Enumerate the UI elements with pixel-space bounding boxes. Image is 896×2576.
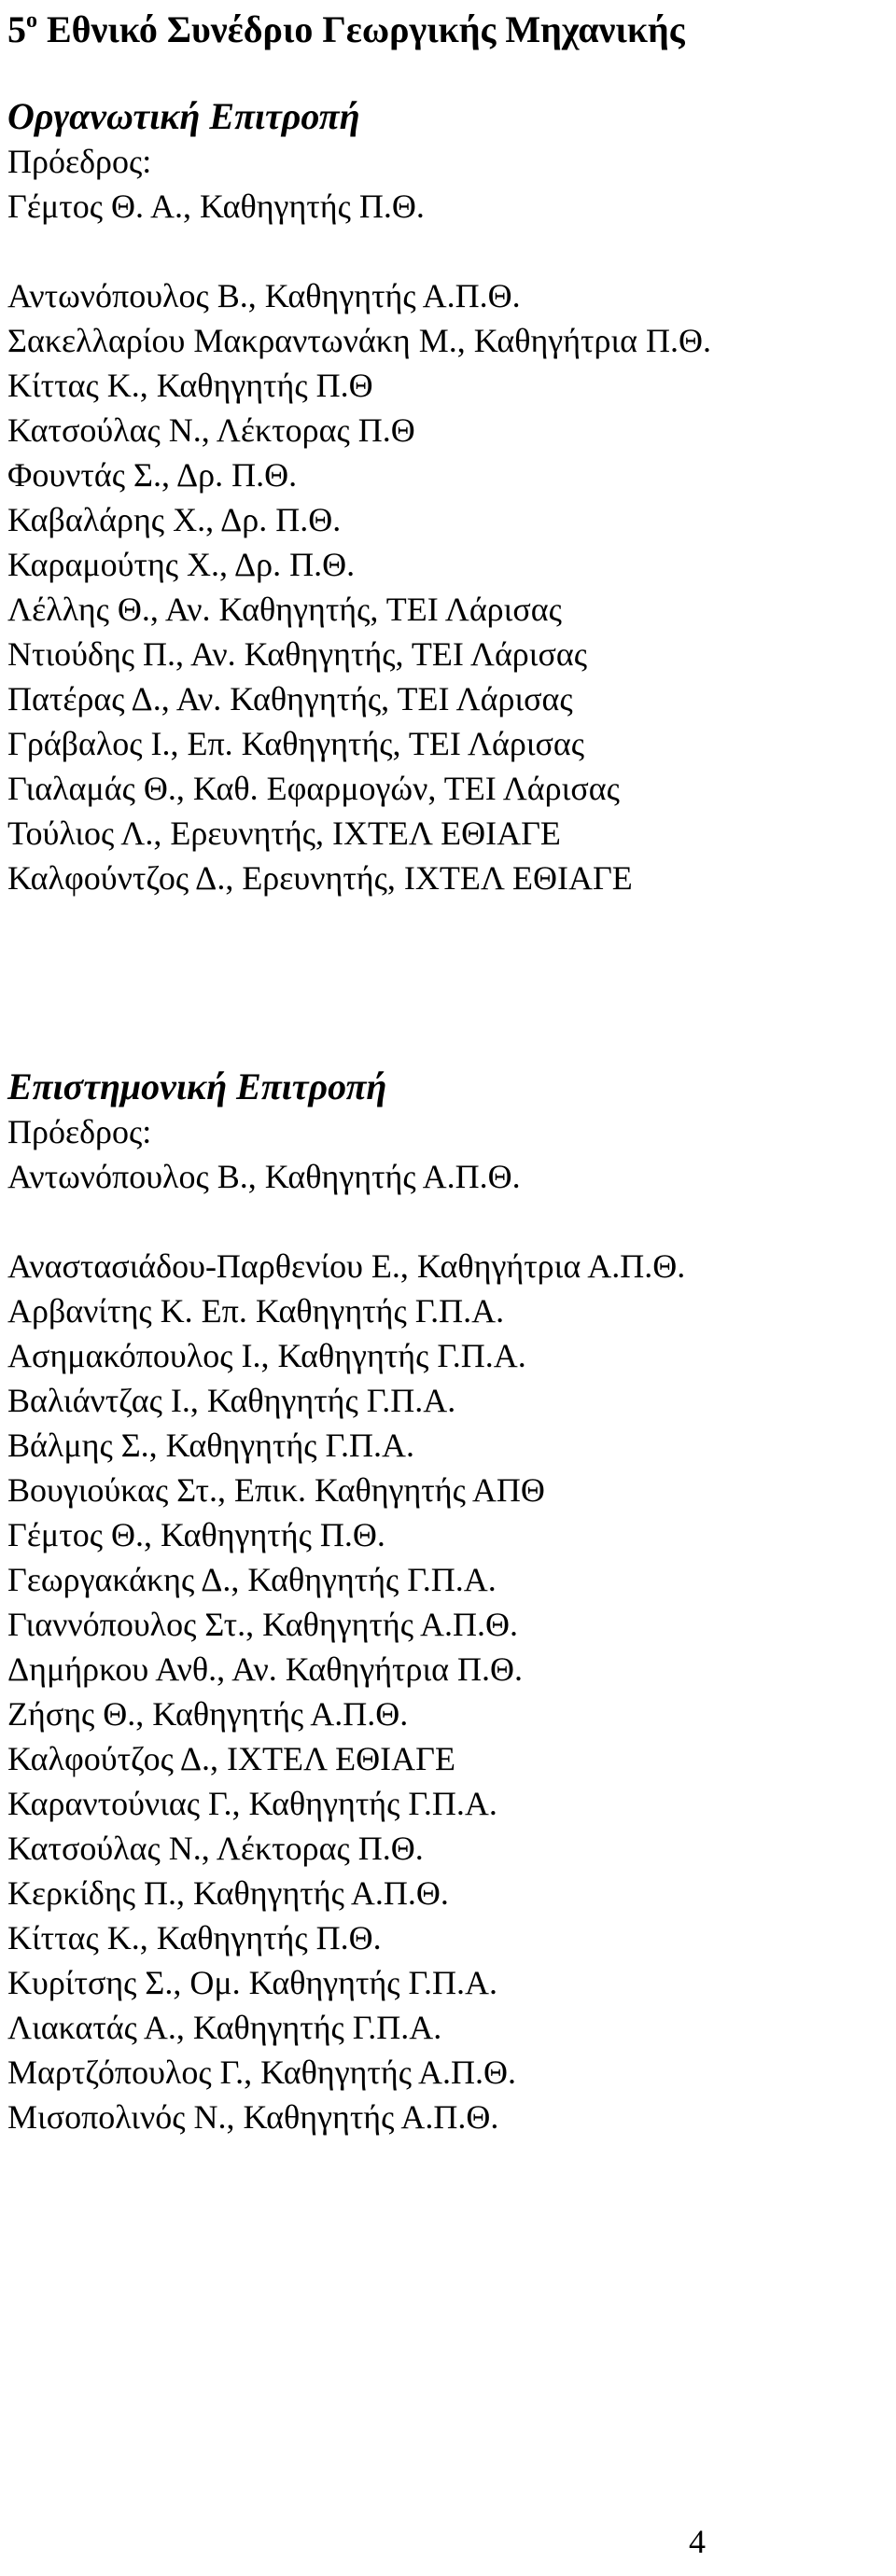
member-entry: Καραμούτης Χ., Δρ. Π.Θ. <box>7 546 356 583</box>
member-entry: Κυρίτσης Σ., Ομ. Καθηγητής Γ.Π.Α. <box>7 1964 498 2001</box>
member-entry: Τούλιος Λ., Ερευνητής, ΙΧΤΕΛ ΕΘΙΑΓΕ <box>7 815 561 852</box>
member-entry: Καλφούντζος Δ., Ερευνητής, ΙΧΤΕΛ ΕΘΙΑΓΕ <box>7 859 633 897</box>
member-entry: Καλφούτζος Δ., ΙΧΤΕΛ ΕΘΙΑΓΕ <box>7 1740 455 1777</box>
member-entry: Αρβανίτης Κ. Επ. Καθηγητής Γ.Π.Α. <box>7 1292 505 1330</box>
member-entry: Λιακατάς Α., Καθηγητής Γ.Π.Α. <box>7 2009 442 2046</box>
member-entry: Μισοπολινός Ν., Καθηγητής Α.Π.Θ. <box>7 2098 499 2136</box>
member-entry: Γιαννόπουλος Στ., Καθηγητής Α.Π.Θ. <box>7 1606 519 1643</box>
document-title <box>7 4 685 56</box>
organizing-committee-heading: Οργανωτική Επιτροπή <box>7 95 360 137</box>
organizing-chair-label: Πρόεδρος: <box>7 143 152 180</box>
scientific-committee <box>7 1065 885 2139</box>
member-entry: Φουντάς Σ., Δρ. Π.Θ. <box>7 456 298 494</box>
title-superscript: ο <box>26 8 37 33</box>
member-entry: Βαλιάντζας Ι., Καθηγητής Γ.Π.Α. <box>7 1382 456 1419</box>
member-entry: Καραντούνιας Γ., Καθηγητής Γ.Π.Α. <box>7 1785 497 1822</box>
member-entry: Βουγιούκας Στ., Επικ. Καθηγητής ΑΠΘ <box>7 1471 545 1509</box>
member-entry: Ασημακόπουλος Ι., Καθηγητής Γ.Π.Α. <box>7 1337 526 1374</box>
member-entry: Γιαλαμάς Θ., Καθ. Εφαρμογών, ΤΕΙ Λάρισας <box>7 770 620 807</box>
organizing-member-list <box>7 273 885 900</box>
member-entry: Κίττας Κ., Καθηγητής Π.Θ <box>7 367 373 404</box>
scientific-member-list <box>7 1244 885 2139</box>
member-entry: Βάλμης Σ., Καθηγητής Γ.Π.Α. <box>7 1427 415 1464</box>
scientific-committee-heading: Επιστημονική Επιτροπή <box>7 1065 387 1107</box>
member-entry: Κερκίδης Π., Καθηγητής Α.Π.Θ. <box>7 1874 449 1912</box>
member-entry: Καβαλάρης Χ., Δρ. Π.Θ. <box>7 501 342 538</box>
member-entry: Κατσούλας Ν., Λέκτορας Π.Θ <box>7 411 415 449</box>
title-number: 5 <box>7 8 26 50</box>
member-entry: Ζήσης Θ., Καθηγητής Α.Π.Θ. <box>7 1695 409 1733</box>
member-entry: Δημήρκου Ανθ., Αν. Καθηγήτρια Π.Θ. <box>7 1650 524 1688</box>
scientific-chair: Αντωνόπουλος Β., Καθηγητής Α.Π.Θ. <box>7 1158 521 1195</box>
member-entry: Μαρτζόπουλος Γ., Καθηγητής Α.Π.Θ. <box>7 2054 516 2091</box>
member-entry: Γράβαλος Ι., Επ. Καθηγητής, ΤΕΙ Λάρισας <box>7 725 585 762</box>
page-number: 4 <box>689 2523 706 2560</box>
member-entry: Γέμτος Θ., Καθηγητής Π.Θ. <box>7 1516 385 1553</box>
title-text: Εθνικό Συνέδριο Γεωργικής Μηχανικής <box>47 8 685 50</box>
member-entry: Ντιούδης Π., Αν. Καθηγητής, ΤΕΙ Λάρισας <box>7 635 587 673</box>
member-entry: Αναστασιάδου-Παρθενίου Ε., Καθηγήτρια Α.Π.Θ. <box>7 1247 686 1285</box>
member-entry: Σακελλαρίου Μακραντωνάκη Μ., Καθηγήτρια Π.Θ. <box>7 322 712 359</box>
member-entry: Λέλλης Θ., Αν. Καθηγητής, ΤΕΙ Λάρισας <box>7 591 562 628</box>
member-entry: Πατέρας Δ., Αν. Καθηγητής, ΤΕΙ Λάρισας <box>7 680 573 717</box>
member-entry: Αντωνόπουλος Β., Καθηγητής Α.Π.Θ. <box>7 277 521 314</box>
member-entry: Κατσούλας Ν., Λέκτορας Π.Θ. <box>7 1830 424 1867</box>
member-entry: Γεωργακάκης Δ., Καθηγητής Γ.Π.Α. <box>7 1561 497 1598</box>
scientific-chair-label: Πρόεδρος: <box>7 1113 152 1150</box>
organizing-chair: Γέμτος Θ. Α., Καθηγητής Π.Θ. <box>7 188 425 225</box>
member-entry: Κίττας Κ., Καθηγητής Π.Θ. <box>7 1919 382 1956</box>
organizing-committee <box>7 94 885 900</box>
